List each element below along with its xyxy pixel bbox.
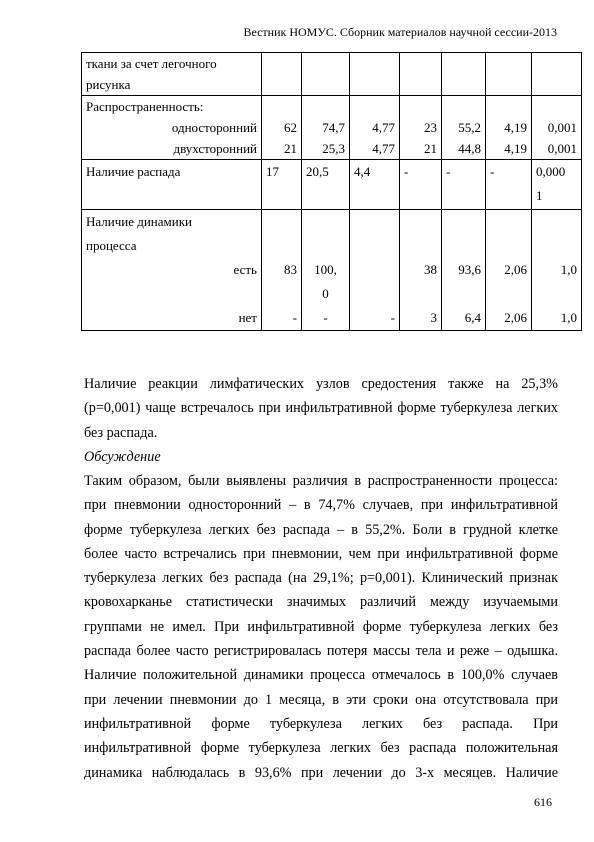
data-table bbox=[81, 52, 582, 331]
discussion-heading: Обсуждение bbox=[84, 448, 161, 465]
paragraph-lymph: Наличие реакции лимфатических узлов средостения также на 25,3% (p=0,001) чаще встречалось при инфильтративной форме туберкулеза легких без распада. Обсуждение bbox=[84, 372, 558, 469]
table-row bbox=[82, 53, 582, 96]
table-cell: Распространенность: односторонний двухсторонний bbox=[82, 96, 262, 160]
table-row: Наличие распада 17 20,5 4,4 - - - 0,000 1 bbox=[82, 160, 582, 210]
table-row: Наличие динамики процесса есть нет 83 - 100, 0 - - 38 3 93,6 6,4 2,06 2,06 1,0 1,0 bbox=[82, 210, 582, 331]
running-header: Вестник НОМУС. Сборник материалов научной сессии-2013 bbox=[243, 25, 557, 39]
table-cell: ткани за счет легочного рисунка bbox=[82, 53, 262, 96]
paragraph-discussion: Таким образом, были выявлены различия в распространенности процесса: при пневмонии односторонний – в 74,7% случаев, при инфильтративной форме туберкулеза легких без распада – в 55,2%. Боли в грудной клетке более часто встречались при пневмонии, чем при инфильтративной форме туберкулеза легких без распада (на 29,1%; p=0,001). Клинический признак кровохарканье статистически значимых различий между изучаемыми группами не имел. При инфильтративной форме туберкулеза легких без распада более часто регистрировалась потеря массы тела и реже – одышка. Наличие положительной динамики процесса отмечалось в 100,0% случаев при лечении пневмонии до 1 месяца, в эти сроки она отсутствовала при инфильтративной форме туберкулеза легких без распада. При инфильтративной форме туберкулеза легких без распада положительная динамика наблюдалась в 93,6% при лечении до 3-х месяцев. Наличие bbox=[84, 473, 558, 781]
page-number: 616 bbox=[534, 795, 552, 809]
table-row: Распространенность: односторонний двухсторонний 62 21 74,7 25,3 4,77 4,77 23 21 55,2 44,8 4,19 4,19 0,001 0,001 bbox=[82, 96, 582, 160]
